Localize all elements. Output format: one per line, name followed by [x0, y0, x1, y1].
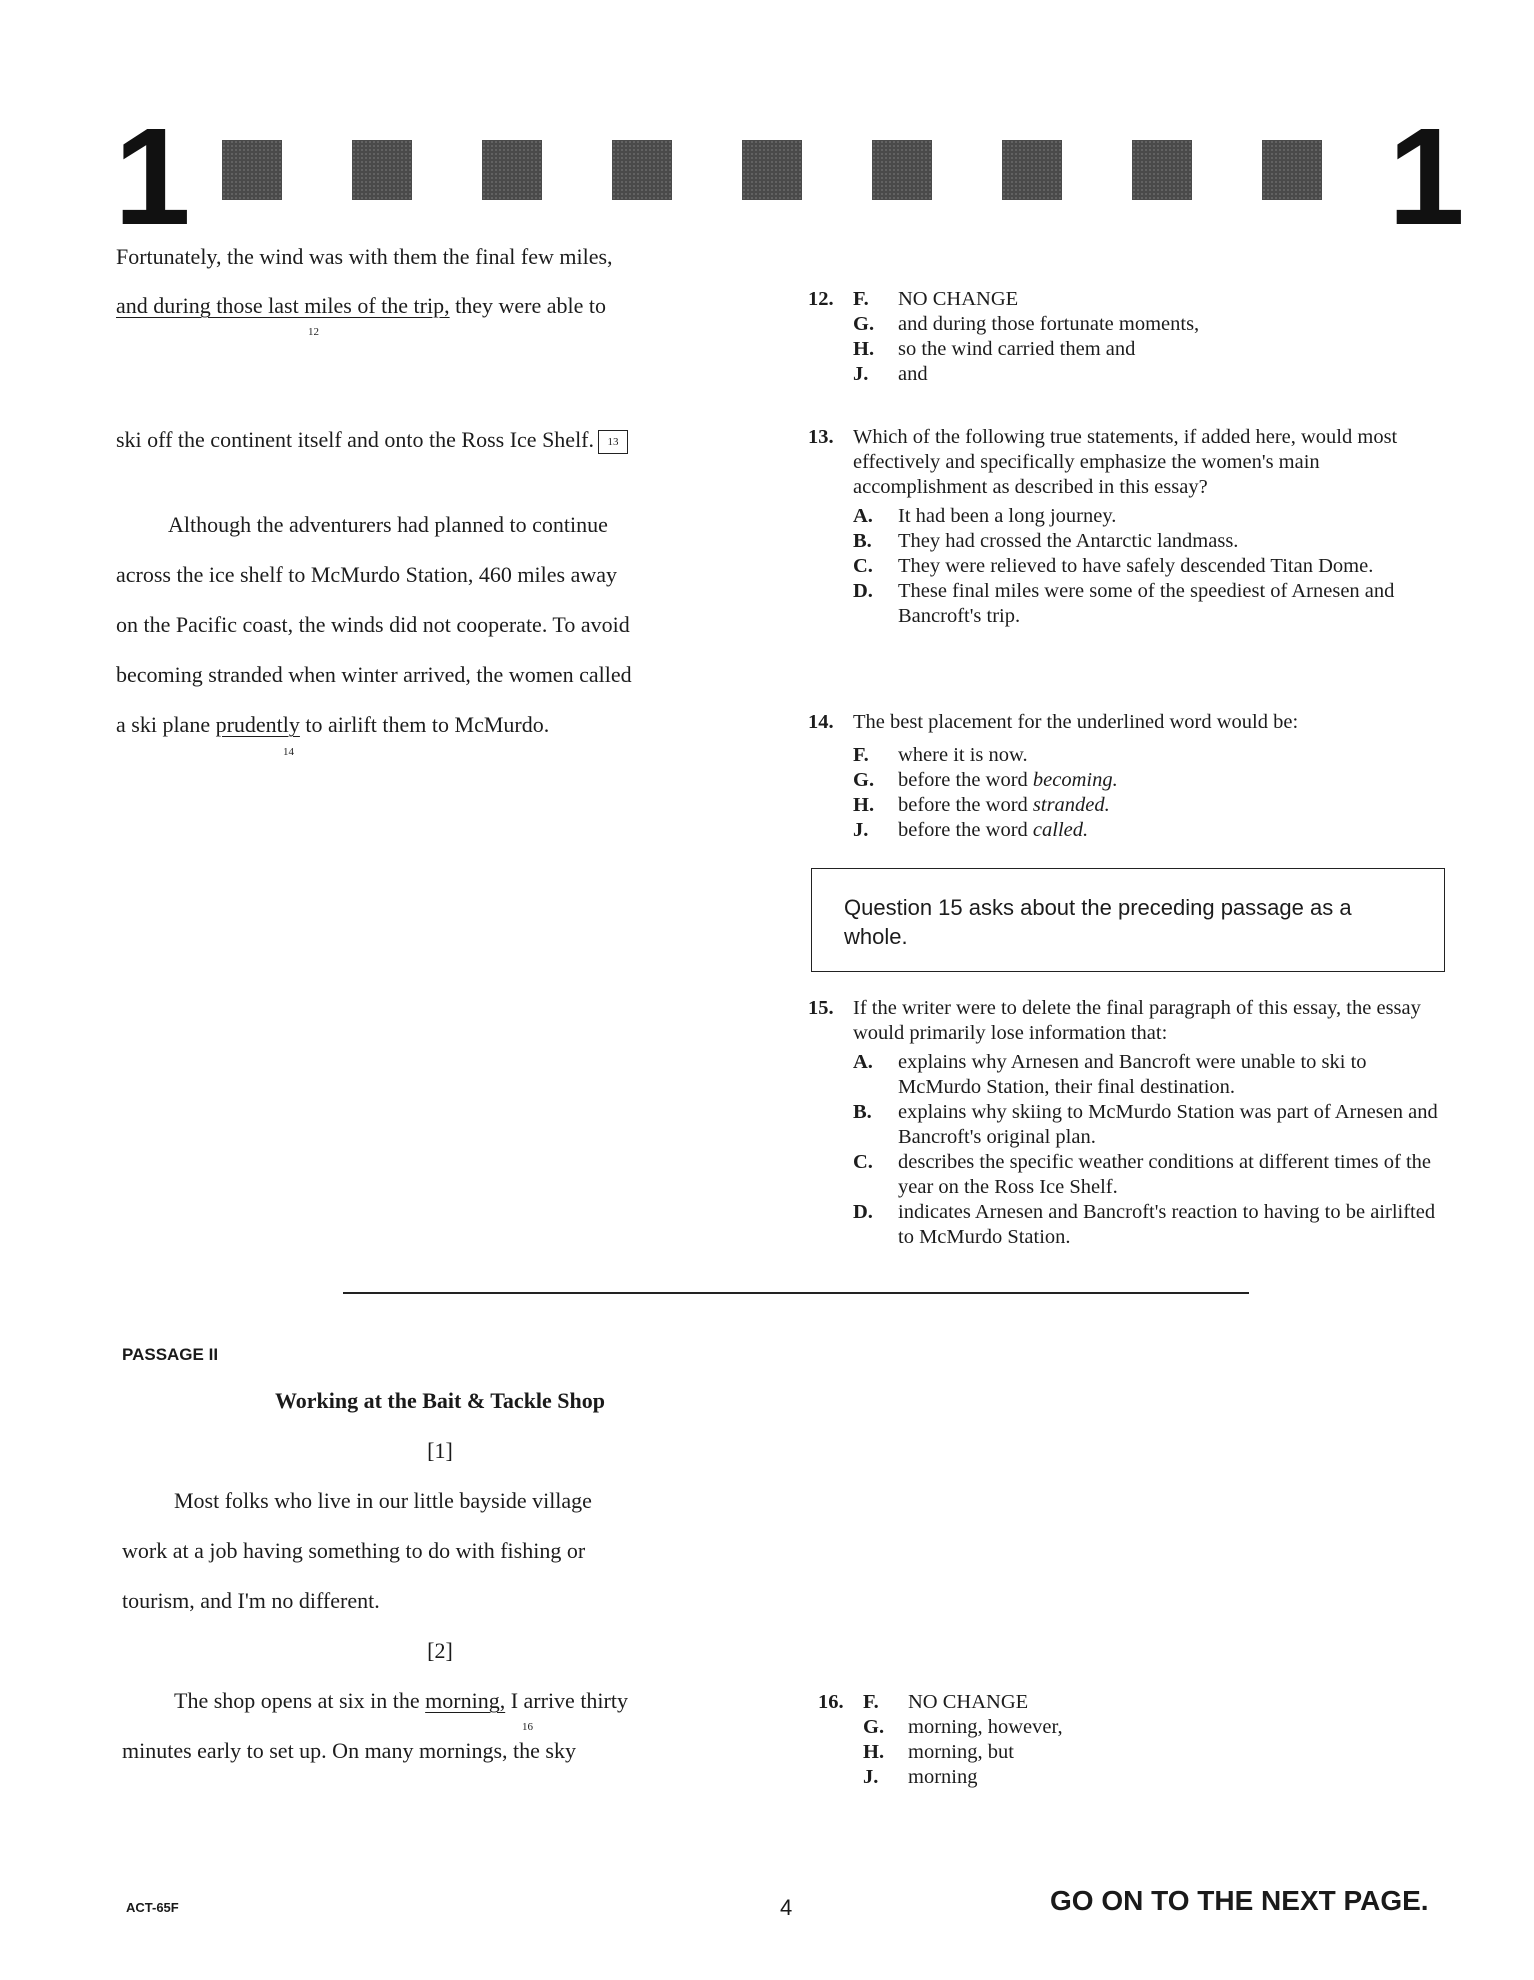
option-text — [853, 793, 1448, 818]
answer-option[interactable] — [808, 312, 1448, 337]
answer-option[interactable] — [808, 1050, 1448, 1100]
passage-text: The shop opens at six in the — [174, 1688, 426, 1713]
answer-option[interactable] — [808, 504, 1448, 529]
underlined-portion-14: prudently — [215, 712, 300, 737]
option-text: morning, however, — [908, 1716, 1063, 1738]
question-14 — [808, 710, 1448, 843]
underlined-portion-12: and during those last miles of the trip, — [116, 293, 450, 318]
option-letter: D. — [853, 1201, 873, 1223]
option-letter: G. — [853, 769, 875, 791]
ref-number-16: 16 — [522, 1721, 533, 1733]
header-square — [872, 140, 932, 200]
option-text: NO CHANGE — [908, 1691, 1029, 1713]
go-on-notice: GO ON TO THE NEXT PAGE. — [1050, 1885, 1429, 1916]
question-number: 13. — [808, 426, 834, 448]
option-letter: C. — [853, 555, 873, 577]
ref-number-14: 14 — [283, 746, 294, 758]
passage-line: work at a job having something to do with fishing or — [122, 1538, 586, 1563]
question-number: 14. — [808, 711, 834, 733]
answer-option[interactable] — [818, 1765, 1438, 1790]
passage-text: to airlift them to McMurdo. — [299, 712, 550, 737]
question-12 — [808, 287, 1448, 387]
answer-option[interactable] — [818, 1690, 1438, 1715]
option-letter: G. — [863, 1716, 885, 1738]
option-letter: H. — [853, 794, 875, 816]
answer-option[interactable] — [808, 793, 1448, 818]
answer-option[interactable] — [818, 1740, 1438, 1765]
option-text: morning — [908, 1766, 978, 1788]
answer-option[interactable] — [808, 529, 1448, 554]
option-text: They were relieved to have safely descended Titan Dome. — [898, 555, 1374, 577]
question-number: 12. — [808, 288, 834, 310]
option-text — [853, 768, 1448, 793]
paragraph-number: [1] — [427, 1438, 453, 1463]
question-16 — [818, 1690, 1438, 1790]
question-number: 15. — [808, 997, 834, 1019]
option-letter: J. — [863, 1766, 879, 1788]
header-square — [1132, 140, 1192, 200]
option-text-italic: stranded. — [1032, 794, 1110, 816]
option-letter: F. — [853, 744, 869, 766]
question-stem: Which of the following true statements, if added here, would most effectively and specifically emphasize the women's main accomplishment as described in this essay? — [853, 426, 1398, 498]
option-text: describes the specific weather conditions at different times of the year on the Ross Ice Shelf. — [898, 1151, 1431, 1198]
option-letter: F. — [853, 288, 869, 310]
header-square — [1002, 140, 1062, 200]
option-letter: J. — [853, 363, 869, 385]
question-stem: The best placement for the underlined word would be: — [853, 711, 1299, 733]
passage-label: PASSAGE II — [122, 1345, 219, 1364]
passage-line: Fortunately, the wind was with them the final few miles, — [116, 244, 613, 269]
passage-line — [174, 1688, 628, 1714]
option-text-italic: called. — [1032, 819, 1089, 841]
option-text-italic: becoming. — [1032, 769, 1118, 791]
header-square — [222, 140, 282, 200]
option-text: explains why skiing to McMurdo Station was part of Arnesen and Bancroft's original plan. — [898, 1101, 1438, 1148]
answer-option[interactable] — [808, 287, 1448, 312]
answer-option[interactable] — [808, 337, 1448, 362]
passage-line: across the ice shelf to McMurdo Station, 460 miles away — [116, 562, 618, 587]
option-text: and — [898, 363, 928, 385]
option-text: These final miles were some of the speediest of Arnesen and Bancroft's trip. — [898, 580, 1395, 627]
header-square — [352, 140, 412, 200]
option-text-plain: before the word — [898, 819, 1033, 841]
answer-option[interactable] — [818, 1715, 1438, 1740]
answer-option[interactable] — [808, 554, 1448, 579]
option-letter: C. — [853, 1151, 873, 1173]
option-text-plain: before the word — [898, 794, 1033, 816]
option-letter: B. — [853, 1101, 872, 1123]
answer-option[interactable] — [808, 1150, 1448, 1200]
option-text: so the wind carried them and — [898, 338, 1136, 360]
passage-line: Although the adventurers had planned to continue — [168, 512, 608, 537]
passage-text: they were able to — [449, 293, 606, 318]
header-square — [612, 140, 672, 200]
option-letter: G. — [853, 313, 875, 335]
passage-line: Most folks who live in our little bayside village — [174, 1488, 592, 1513]
option-letter: F. — [863, 1691, 879, 1713]
header-square — [742, 140, 802, 200]
option-text: NO CHANGE — [898, 288, 1019, 310]
option-letter: H. — [863, 1741, 885, 1763]
option-text: It had been a long journey. — [898, 505, 1117, 527]
answer-option[interactable] — [808, 743, 1448, 768]
option-letter: A. — [853, 1051, 873, 1073]
answer-option[interactable] — [808, 1200, 1448, 1250]
question-number: 16. — [818, 1691, 844, 1713]
answer-option[interactable] — [808, 768, 1448, 793]
answer-option[interactable] — [808, 579, 1448, 629]
form-code: ACT-65F — [126, 1900, 179, 1915]
passage-line: minutes early to set up. On many mornings, the sky — [122, 1738, 576, 1763]
ref-box-13: 13 — [598, 430, 628, 454]
question-13 — [808, 425, 1448, 629]
question-15 — [808, 996, 1448, 1250]
option-text: and during those fortunate moments, — [898, 313, 1200, 335]
answer-option[interactable] — [808, 818, 1448, 843]
option-text: where it is now. — [898, 744, 1028, 766]
section-number-left: 1 — [114, 100, 191, 254]
answer-option[interactable] — [808, 362, 1448, 387]
passage-line — [116, 427, 628, 454]
ref-number-12: 12 — [308, 326, 319, 338]
passage-line — [116, 293, 606, 319]
option-text — [853, 818, 1448, 843]
underlined-portion-16: morning, — [425, 1688, 506, 1713]
passage-divider — [343, 1292, 1249, 1294]
answer-option[interactable] — [808, 1100, 1448, 1150]
passage-line — [116, 712, 549, 738]
option-text: explains why Arnesen and Bancroft were unable to ski to McMurdo Station, their final destination. — [898, 1051, 1367, 1098]
passage-text: ski off the continent itself and onto the Ross Ice Shelf. — [116, 427, 595, 452]
question-stem: If the writer were to delete the final paragraph of this essay, the essay would primarily lose information that: — [853, 997, 1421, 1044]
option-text: indicates Arnesen and Bancroft's reaction to having to be airlifted to McMurdo Station. — [898, 1201, 1436, 1248]
passage-text: a ski plane — [116, 712, 216, 737]
option-letter: J. — [853, 819, 869, 841]
header-square — [482, 140, 542, 200]
passage-text: I arrive thirty — [505, 1688, 628, 1713]
passage-line: becoming stranded when winter arrived, the women called — [116, 662, 632, 687]
option-letter: B. — [853, 530, 872, 552]
option-letter: H. — [853, 338, 875, 360]
header-square — [1262, 140, 1322, 200]
question-15-notice: Question 15 asks about the preceding passage as a whole. — [811, 868, 1445, 972]
option-text-plain: before the word — [898, 769, 1033, 791]
paragraph-number: [2] — [427, 1638, 453, 1663]
option-letter: D. — [853, 580, 873, 602]
option-text: They had crossed the Antarctic landmass. — [898, 530, 1239, 552]
option-letter: A. — [853, 505, 873, 527]
passage-line: tourism, and I'm no different. — [122, 1588, 380, 1613]
page-number: 4 — [780, 1895, 793, 1920]
passage-line: on the Pacific coast, the winds did not cooperate. To avoid — [116, 612, 630, 637]
section-number-right: 1 — [1388, 100, 1465, 254]
passage-title: Working at the Bait & Tackle Shop — [274, 1388, 606, 1413]
option-text: morning, but — [908, 1741, 1014, 1763]
